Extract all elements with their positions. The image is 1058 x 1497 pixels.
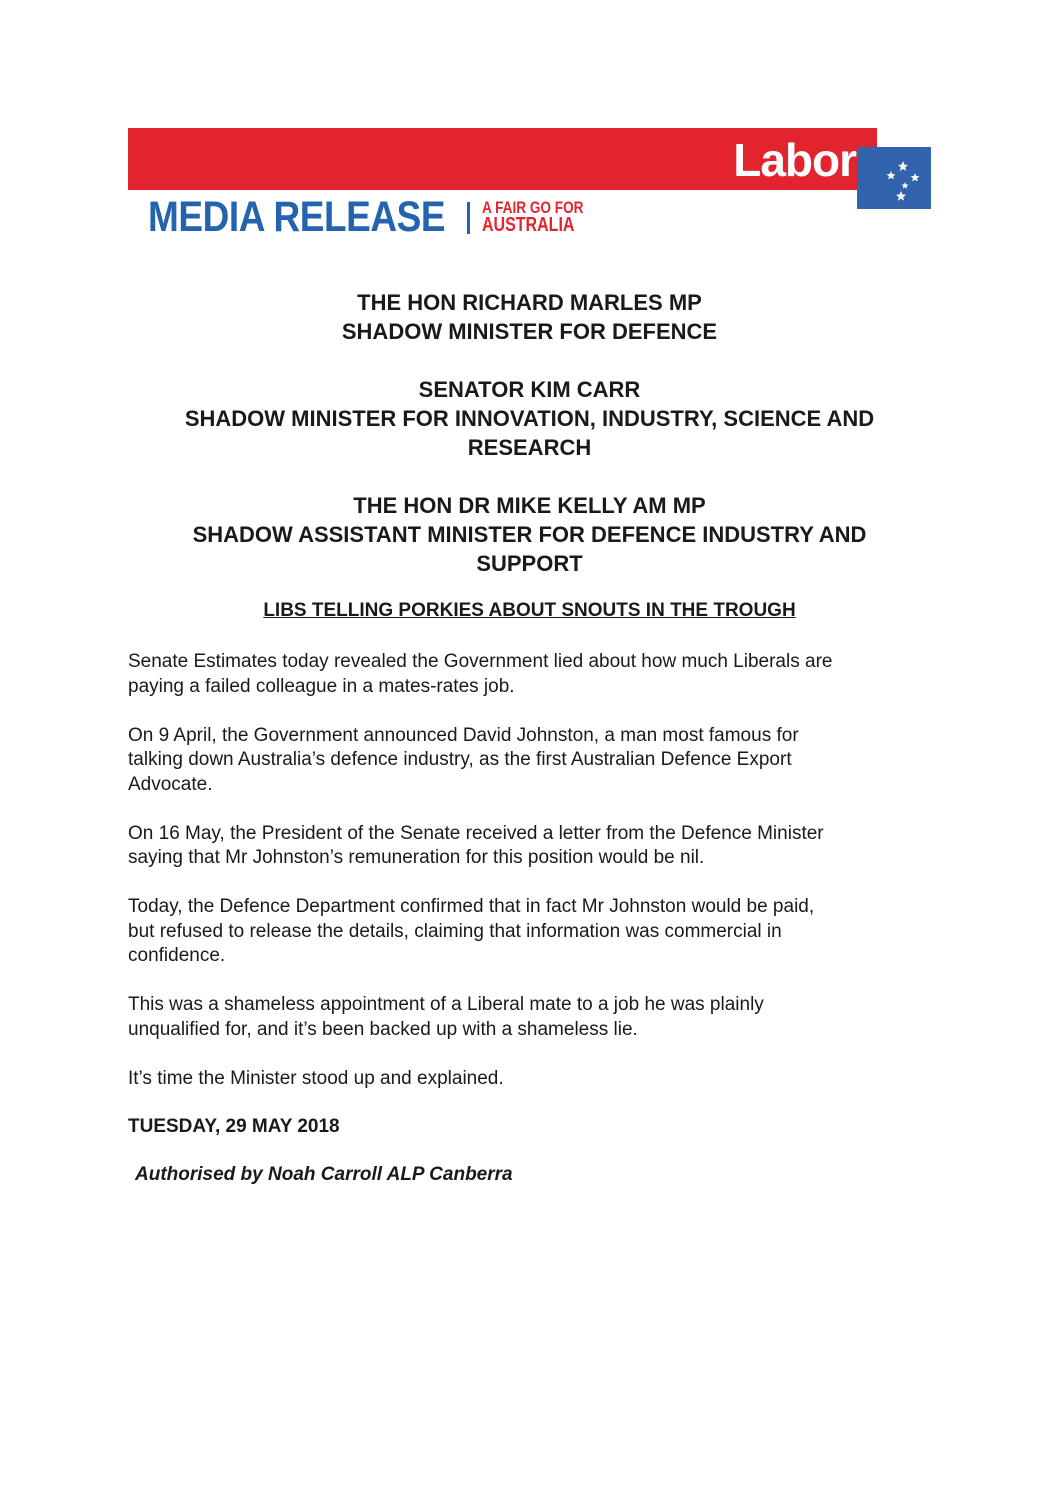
body-paragraph <box>128 1067 931 1092</box>
southern-cross-flag-icon <box>857 147 931 209</box>
media-release-banner <box>128 128 931 240</box>
body-line: Advocate. <box>128 773 213 795</box>
minister-block <box>128 491 931 578</box>
release-date: TUESDAY, 29 MAY 2018 <box>128 1116 340 1137</box>
body-paragraph <box>128 993 931 1042</box>
minister-name: SENATOR KIM CARR <box>418 377 641 402</box>
minister-role-line: SUPPORT <box>476 551 583 576</box>
header-divider <box>467 202 470 234</box>
body-line: This was a shameless appointment of a Liberal mate to a job he was plainly <box>128 994 764 1015</box>
minister-role-line: SHADOW ASSISTANT MINISTER FOR DEFENCE INDUSTRY AND <box>192 522 867 547</box>
release-headline: LIBS TELLING PORKIES ABOUT SNOUTS IN THE TROUGH <box>263 600 796 621</box>
minister-name: THE HON DR MIKE KELLY AM MP <box>353 493 706 518</box>
minister-block <box>128 375 931 462</box>
slogan-line-1: A FAIR GO FOR <box>482 198 584 217</box>
body-line: confidence. <box>128 945 226 966</box>
minister-role-line: SHADOW MINISTER FOR DEFENCE <box>341 319 718 344</box>
minister-role-line: RESEARCH <box>467 435 592 460</box>
body-paragraph <box>128 822 931 871</box>
body-line: talking down Australia’s defence industry, as the first Australian Defence Export <box>128 749 792 770</box>
body-line: saying that Mr Johnston’s remuneration for this position would be nil. <box>128 847 705 868</box>
minister-titles <box>128 288 931 607</box>
body-paragraph <box>128 724 931 798</box>
minister-block <box>128 288 931 346</box>
media-release-title: MEDIA RELEASE <box>148 193 446 241</box>
slogan-line-2: AUSTRALIA <box>482 214 575 236</box>
authorisation-statement: Authorised by Noah Carroll ALP Canberra <box>135 1164 513 1185</box>
body-paragraph <box>128 895 931 969</box>
minister-name: THE HON RICHARD MARLES MP <box>357 290 702 315</box>
body-line: but refused to release the details, claiming that information was commercial in <box>128 920 782 942</box>
body-line: On 16 May, the President of the Senate received a letter from the Defence Minister <box>128 822 824 844</box>
body-line: unqualified for, and it’s been backed up with a shameless lie. <box>128 1018 638 1040</box>
body-line: It’s time the Minister stood up and explained. <box>128 1067 504 1089</box>
minister-role-line: SHADOW MINISTER FOR INNOVATION, INDUSTRY, SCIENCE AND <box>184 406 875 431</box>
body-line: Today, the Defence Department confirmed that in fact Mr Johnston would be paid, <box>128 896 815 917</box>
body-line: Senate Estimates today revealed the Government lied about how much Liberals are <box>128 651 833 672</box>
labor-logo: Labor <box>733 134 856 186</box>
body-paragraph <box>128 650 931 699</box>
slogan <box>482 199 584 235</box>
release-body <box>128 650 931 1116</box>
body-line: paying a failed colleague in a mates-rates job. <box>128 675 515 697</box>
body-line: On 9 April, the Government announced David Johnston, a man most famous for <box>128 724 799 746</box>
